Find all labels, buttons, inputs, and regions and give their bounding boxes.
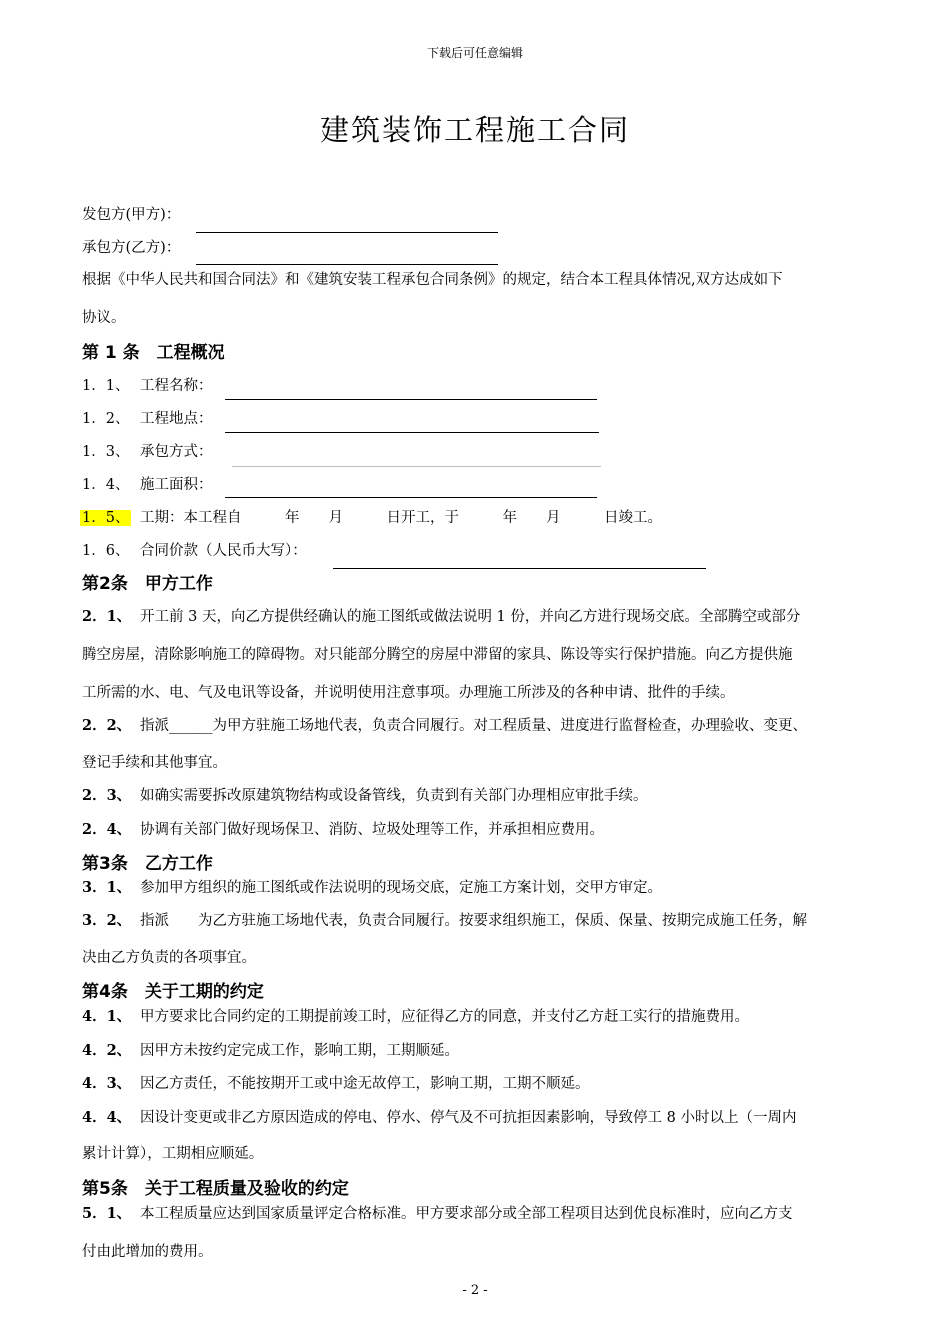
- item-1-5-number: [80, 506, 131, 527]
- party-b-blank: [196, 264, 498, 265]
- item-4-4-line-2: 累计计算），工期相应顺延。: [82, 1146, 264, 1162]
- item-5-1-number: 5．1、: [82, 1205, 132, 1222]
- item-4-4-line-1: 因设计变更或非乙方原因造成的停电、停水、停气及不可抗拒因素影响，导致停工 8 小时以上（一周内: [140, 1110, 797, 1126]
- section-2-heading: 第2条 甲方工作: [82, 574, 213, 594]
- party-b-label: 承包方(乙方)：: [82, 240, 181, 256]
- item-1-2-number: 1．2、: [82, 411, 130, 427]
- item-1-6-blank: [333, 568, 706, 569]
- item-4-2-line-1: 因甲方未按约定完成工作，影响工期，工期顺延。: [140, 1043, 459, 1059]
- item-2-4-number: 2．4、: [82, 821, 132, 838]
- item-4-1-line-1: 甲方要求比合同约定的工期提前竣工时，应征得乙方的同意，并支付乙方赶工实行的措施费用。: [140, 1009, 749, 1025]
- item-5-1-line-2: 付由此增加的费用。: [82, 1244, 213, 1260]
- item-2-2-line-2: 登记手续和其他事宜。: [82, 755, 227, 771]
- page-number: - 2 -: [462, 1283, 488, 1298]
- item-3-2-number: 3．2、: [82, 912, 132, 929]
- item-3-2-line-1: 指派 为乙方驻施工场地代表，负责合同履行。按要求组织施工，保质、保量、按期完成施工任务，解: [140, 913, 807, 929]
- item-4-4-number: 4．4、: [82, 1109, 132, 1126]
- item-2-1-number: 2．1、: [82, 608, 132, 625]
- item-2-2-number: 2．2、: [82, 717, 132, 734]
- item-1-1-number: 1．1、: [82, 378, 130, 394]
- section-1-heading: 第 1 条 工程概况: [82, 343, 225, 363]
- item-2-4-line-1: 协调有关部门做好现场保卫、消防、垃圾处理等工作，并承担相应费用。: [140, 822, 604, 838]
- item-2-1-line-2: 腾空房屋，清除影响施工的障碍物。对只能部分腾空的房屋中滞留的家具、陈设等实行保护措施。向乙方提供施: [82, 647, 793, 663]
- section-4-heading: 第4条 关于工期的约定: [82, 982, 264, 1002]
- item-4-1-number: 4．1、: [82, 1008, 132, 1025]
- item-1-4-blank: [225, 497, 597, 498]
- item-1-3-label: 承包方式：: [140, 444, 213, 460]
- intro-line-1: 根据《中华人民共和国合同法》和《建筑安装工程承包合同条例》的规定，结合本工程具体情况,双方达成如下: [82, 272, 783, 288]
- item-1-3-number: 1．3、: [82, 444, 130, 460]
- item-1-5-text: 工期：本工程自 年 月 日开工，于 年 月 日竣工。: [140, 510, 662, 526]
- document-title: 建筑装饰工程施工合同: [319, 113, 630, 147]
- item-1-4-label: 施工面积：: [140, 477, 213, 493]
- item-1-6-label: 合同价款（人民币大写）：: [140, 543, 307, 559]
- item-1-3-blank: [232, 466, 601, 467]
- party-a-label: 发包方(甲方)：: [82, 207, 181, 223]
- item-1-4-number: 1．4、: [82, 477, 130, 493]
- item-2-2-line-1: 指派______为甲方驻施工场地代表，负责合同履行。对工程质量、进度进行监督检查，办理验收、变更、: [140, 718, 807, 734]
- item-2-3-number: 2．3、: [82, 787, 132, 804]
- item-3-1-number: 3．1、: [82, 879, 132, 896]
- item-1-2-label: 工程地点：: [140, 411, 213, 427]
- item-2-3-line-1: 如确实需要拆改原建筑物结构或设备管线，负责到有关部门办理相应审批手续。: [140, 788, 648, 804]
- page-header: 下载后可任意编辑: [426, 46, 523, 60]
- highlight-mark: 1．5、: [82, 510, 130, 526]
- intro-line-2: 协议。: [82, 310, 126, 326]
- item-4-3-line-1: 因乙方责任，不能按期开工或中途无故停工，影响工期，工期不顺延。: [140, 1076, 590, 1092]
- item-2-1-line-1: 开工前 3 天，向乙方提供经确认的施工图纸或做法说明 1 份，并向乙方进行现场交底。全部腾空或部分: [140, 609, 801, 625]
- item-1-1-label: 工程名称：: [140, 378, 213, 394]
- item-2-1-line-3: 工所需的水、电、气及电讯等设备，并说明使用注意事项。办理施工所涉及的各种申请、批件的手续。: [82, 685, 735, 701]
- party-a-blank: [196, 232, 498, 233]
- item-4-3-number: 4．3、: [82, 1075, 132, 1092]
- section-3-heading: 第3条 乙方工作: [82, 854, 213, 874]
- item-1-2-blank: [225, 432, 599, 433]
- item-3-2-line-2: 决由乙方负责的各项事宜。: [82, 950, 256, 966]
- section-5-heading: 第5条 关于工程质量及验收的约定: [82, 1179, 349, 1199]
- item-3-1-line-1: 参加甲方组织的施工图纸或作法说明的现场交底，定施工方案计划，交甲方审定。: [140, 880, 662, 896]
- item-1-6-number: 1．6、: [82, 543, 130, 559]
- item-4-2-number: 4．2、: [82, 1042, 132, 1059]
- item-1-1-blank: [225, 399, 597, 400]
- item-5-1-line-1: 本工程质量应达到国家质量评定合格标准。甲方要求部分或全部工程项目达到优良标准时，应向乙方支: [140, 1206, 793, 1222]
